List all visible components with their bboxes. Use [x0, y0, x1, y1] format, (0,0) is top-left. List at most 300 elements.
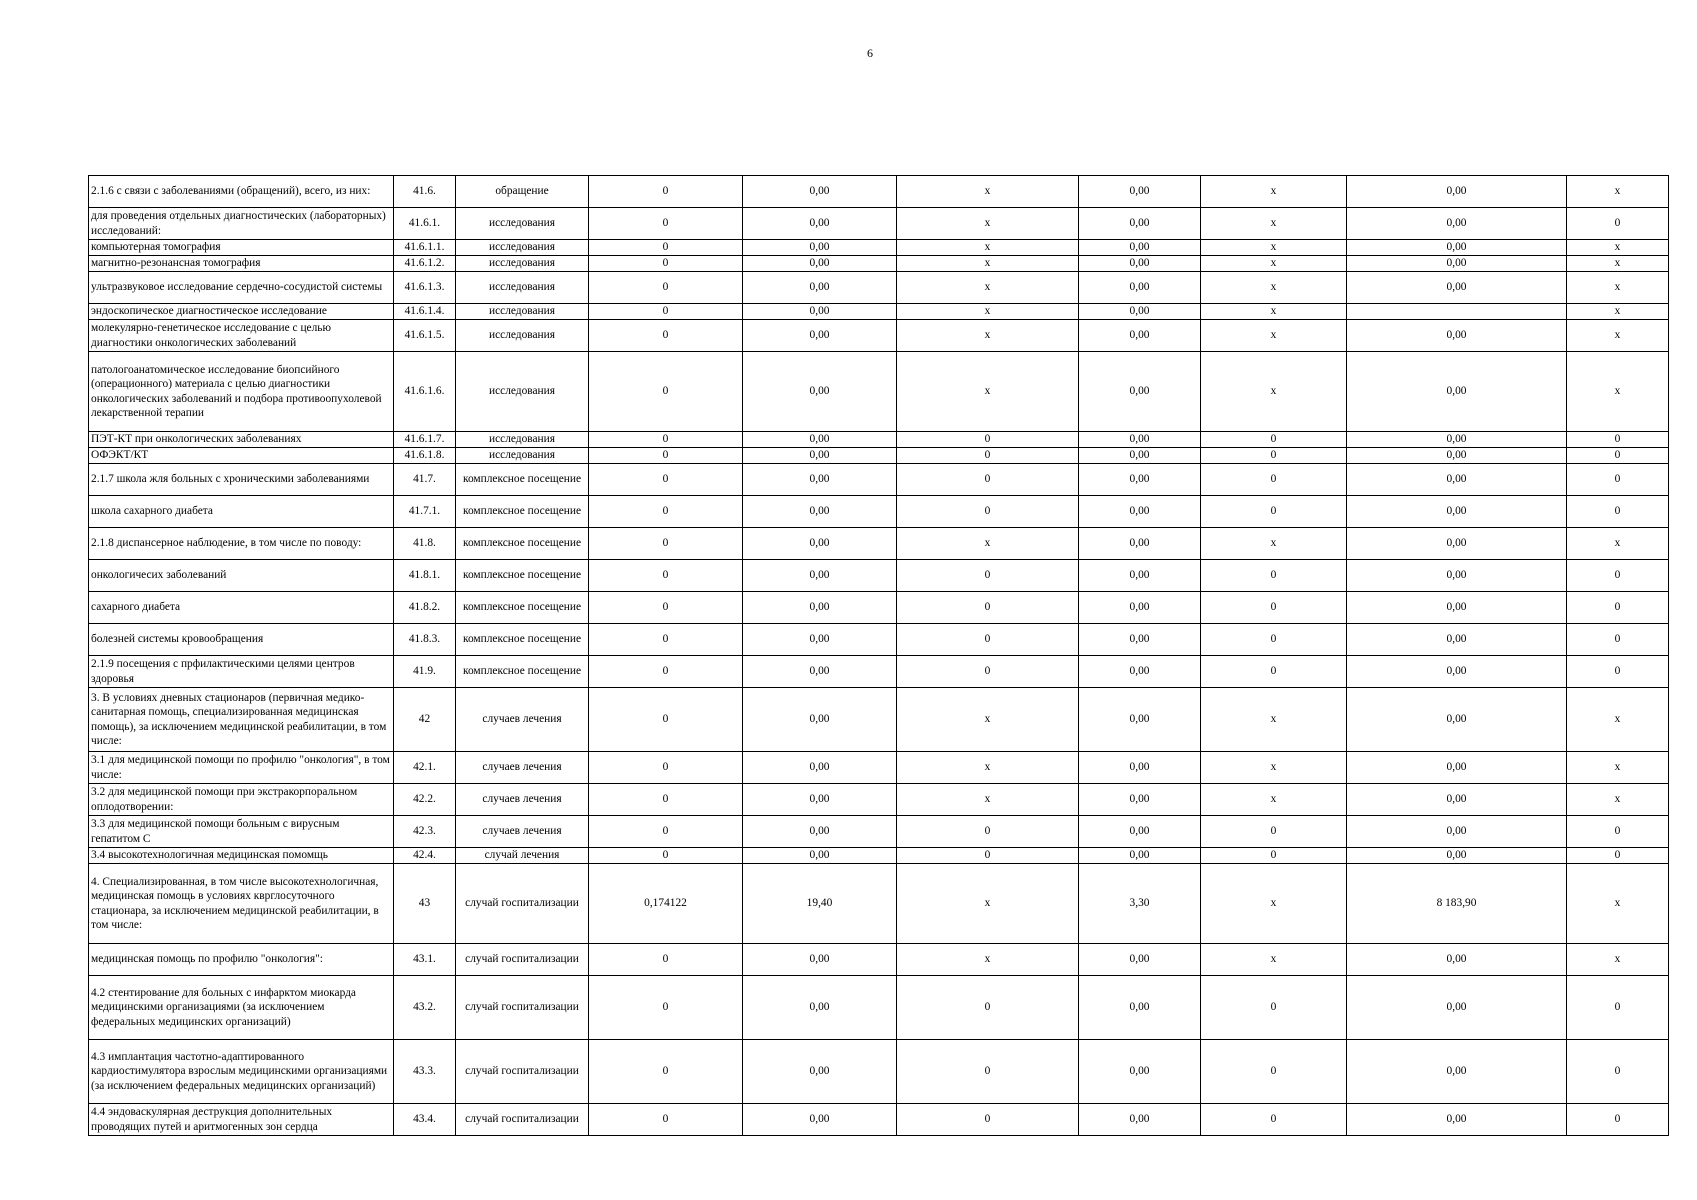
- table-row: [89, 592, 1669, 624]
- row-value-6-cell: 0,00: [1347, 848, 1567, 864]
- row-value-2-cell: 0,00: [743, 528, 897, 560]
- row-value-5-cell: 0: [1201, 848, 1347, 864]
- row-name-cell: онкологичесих заболеваний: [89, 560, 394, 592]
- row-name-cell: ПЭТ-КТ при онкологических заболеваниях: [89, 432, 394, 448]
- row-value-4-cell: 0,00: [1079, 656, 1201, 688]
- row-value-4-cell: 0,00: [1079, 304, 1201, 320]
- row-name-cell: школа сахарного диабета: [89, 496, 394, 528]
- row-value-4-cell: 0,00: [1079, 1040, 1201, 1104]
- row-name-cell: 2.1.6 с связи с заболеваниями (обращений), всего, из них:: [89, 176, 394, 208]
- row-value-7-cell: x: [1567, 304, 1669, 320]
- row-code-cell: 41.6.1.6.: [394, 352, 456, 432]
- row-value-5-cell: 0: [1201, 592, 1347, 624]
- row-unit-cell: комплексное посещение: [456, 592, 589, 624]
- table-row: [89, 1040, 1669, 1104]
- row-value-5-cell: 0: [1201, 448, 1347, 464]
- row-name-cell: 2.1.8 диспансерное наблюдение, в том числе по поводу:: [89, 528, 394, 560]
- row-value-6-cell: 0,00: [1347, 256, 1567, 272]
- row-value-7-cell: 0: [1567, 1040, 1669, 1104]
- row-value-2-cell: 0,00: [743, 1104, 897, 1136]
- row-value-4-cell: 0,00: [1079, 624, 1201, 656]
- row-value-1-cell: 0: [589, 448, 743, 464]
- row-value-7-cell: 0: [1567, 624, 1669, 656]
- row-unit-cell: исследования: [456, 304, 589, 320]
- table-row: [89, 432, 1669, 448]
- row-unit-cell: случаев лечения: [456, 752, 589, 784]
- row-value-3-cell: 0: [897, 624, 1079, 656]
- row-value-1-cell: 0: [589, 352, 743, 432]
- row-value-6-cell: 0,00: [1347, 240, 1567, 256]
- row-name-cell: молекулярно-генетическое исследование с целью диагностики онкологических заболеваний: [89, 320, 394, 352]
- row-value-1-cell: 0: [589, 816, 743, 848]
- row-code-cell: 41.9.: [394, 656, 456, 688]
- row-value-2-cell: 0,00: [743, 624, 897, 656]
- row-name-cell: 3.4 высокотехнологичная медицинская помомщь: [89, 848, 394, 864]
- table-row: [89, 208, 1669, 240]
- row-value-5-cell: 0: [1201, 560, 1347, 592]
- row-code-cell: 42: [394, 688, 456, 752]
- row-code-cell: 43.1.: [394, 944, 456, 976]
- row-value-5-cell: 0: [1201, 1040, 1347, 1104]
- row-value-6-cell: 0,00: [1347, 624, 1567, 656]
- row-value-4-cell: 0,00: [1079, 272, 1201, 304]
- row-name-cell: для проведения отдельных диагностических (лабораторных) исследований:: [89, 208, 394, 240]
- row-value-3-cell: x: [897, 320, 1079, 352]
- row-value-6-cell: 0,00: [1347, 976, 1567, 1040]
- row-value-4-cell: 0,00: [1079, 560, 1201, 592]
- row-value-2-cell: 0,00: [743, 592, 897, 624]
- row-value-5-cell: x: [1201, 176, 1347, 208]
- row-value-1-cell: 0: [589, 624, 743, 656]
- row-value-5-cell: x: [1201, 864, 1347, 944]
- row-unit-cell: случай госпитализации: [456, 976, 589, 1040]
- row-name-cell: магнитно-резонансная томография: [89, 256, 394, 272]
- table-row: [89, 816, 1669, 848]
- table-row: [89, 176, 1669, 208]
- row-value-2-cell: 0,00: [743, 208, 897, 240]
- row-value-1-cell: 0: [589, 976, 743, 1040]
- row-value-5-cell: x: [1201, 256, 1347, 272]
- row-value-4-cell: 0,00: [1079, 848, 1201, 864]
- row-value-3-cell: 0: [897, 432, 1079, 448]
- table-row: [89, 976, 1669, 1040]
- row-code-cell: 41.6.1.7.: [394, 432, 456, 448]
- row-unit-cell: исследования: [456, 208, 589, 240]
- row-value-3-cell: 0: [897, 656, 1079, 688]
- row-value-2-cell: 0,00: [743, 496, 897, 528]
- row-value-2-cell: 0,00: [743, 784, 897, 816]
- row-value-7-cell: x: [1567, 944, 1669, 976]
- row-value-2-cell: 0,00: [743, 464, 897, 496]
- row-value-3-cell: x: [897, 752, 1079, 784]
- row-value-3-cell: 0: [897, 1040, 1079, 1104]
- row-value-6-cell: 0,00: [1347, 176, 1567, 208]
- row-name-cell: компьютерная томография: [89, 240, 394, 256]
- row-value-6-cell: [1347, 304, 1567, 320]
- row-value-1-cell: 0: [589, 528, 743, 560]
- row-value-6-cell: 0,00: [1347, 464, 1567, 496]
- row-value-1-cell: 0: [589, 848, 743, 864]
- row-value-3-cell: 0: [897, 976, 1079, 1040]
- row-value-6-cell: 0,00: [1347, 496, 1567, 528]
- row-value-3-cell: 0: [897, 816, 1079, 848]
- row-value-6-cell: 0,00: [1347, 752, 1567, 784]
- norms-table: [88, 175, 1669, 1136]
- row-value-3-cell: x: [897, 688, 1079, 752]
- row-value-7-cell: 0: [1567, 848, 1669, 864]
- row-name-cell: патологоанатомическое исследование биопсийного (операционного) материала с целью диагностики онкологических заболеваний и подбора противоопухолевой лекарственной терапии: [89, 352, 394, 432]
- row-value-7-cell: 0: [1567, 1104, 1669, 1136]
- row-code-cell: 41.6.1.1.: [394, 240, 456, 256]
- table-row: [89, 1104, 1669, 1136]
- row-unit-cell: исследования: [456, 352, 589, 432]
- row-code-cell: 41.7.1.: [394, 496, 456, 528]
- row-value-7-cell: x: [1567, 272, 1669, 304]
- row-name-cell: эндоскопическое диагностическое исследование: [89, 304, 394, 320]
- table-row: [89, 560, 1669, 592]
- row-unit-cell: исследования: [456, 448, 589, 464]
- row-code-cell: 41.6.1.5.: [394, 320, 456, 352]
- row-unit-cell: комплексное посещение: [456, 624, 589, 656]
- table-row: [89, 240, 1669, 256]
- row-unit-cell: исследования: [456, 432, 589, 448]
- row-value-6-cell: 0,00: [1347, 816, 1567, 848]
- row-value-4-cell: 0,00: [1079, 944, 1201, 976]
- row-value-2-cell: 0,00: [743, 944, 897, 976]
- table-row: [89, 944, 1669, 976]
- table-row: [89, 656, 1669, 688]
- row-value-5-cell: x: [1201, 528, 1347, 560]
- row-value-7-cell: x: [1567, 752, 1669, 784]
- row-code-cell: 43: [394, 864, 456, 944]
- row-unit-cell: исследования: [456, 240, 589, 256]
- row-value-2-cell: 0,00: [743, 816, 897, 848]
- page-number: 6: [867, 46, 873, 60]
- row-value-4-cell: 0,00: [1079, 592, 1201, 624]
- row-value-4-cell: 0,00: [1079, 256, 1201, 272]
- row-unit-cell: случай госпитализации: [456, 1040, 589, 1104]
- row-value-6-cell: 0,00: [1347, 1040, 1567, 1104]
- row-unit-cell: исследования: [456, 256, 589, 272]
- row-value-3-cell: x: [897, 176, 1079, 208]
- row-name-cell: 2.1.7 школа жля больных с хроническими заболеваниями: [89, 464, 394, 496]
- row-value-7-cell: x: [1567, 784, 1669, 816]
- row-value-4-cell: 0,00: [1079, 240, 1201, 256]
- row-unit-cell: случай госпитализации: [456, 1104, 589, 1136]
- row-value-1-cell: 0: [589, 208, 743, 240]
- row-value-6-cell: 0,00: [1347, 944, 1567, 976]
- row-value-6-cell: 0,00: [1347, 560, 1567, 592]
- row-value-4-cell: 0,00: [1079, 976, 1201, 1040]
- row-value-1-cell: 0: [589, 656, 743, 688]
- row-code-cell: 41.8.1.: [394, 560, 456, 592]
- table-row: [89, 304, 1669, 320]
- row-value-5-cell: 0: [1201, 976, 1347, 1040]
- row-code-cell: 43.3.: [394, 1040, 456, 1104]
- row-value-2-cell: 0,00: [743, 176, 897, 208]
- row-value-2-cell: 0,00: [743, 320, 897, 352]
- row-value-2-cell: 0,00: [743, 1040, 897, 1104]
- table-body: [89, 176, 1669, 1136]
- row-value-1-cell: 0: [589, 240, 743, 256]
- row-value-4-cell: 0,00: [1079, 352, 1201, 432]
- row-value-5-cell: 0: [1201, 816, 1347, 848]
- row-value-6-cell: 8 183,90: [1347, 864, 1567, 944]
- row-value-2-cell: 0,00: [743, 256, 897, 272]
- row-value-7-cell: 0: [1567, 560, 1669, 592]
- row-value-2-cell: 0,00: [743, 656, 897, 688]
- row-value-7-cell: x: [1567, 176, 1669, 208]
- row-unit-cell: исследования: [456, 272, 589, 304]
- row-value-2-cell: 0,00: [743, 432, 897, 448]
- row-value-7-cell: x: [1567, 320, 1669, 352]
- row-value-1-cell: 0: [589, 496, 743, 528]
- row-code-cell: 41.7.: [394, 464, 456, 496]
- row-value-3-cell: x: [897, 944, 1079, 976]
- row-unit-cell: исследования: [456, 320, 589, 352]
- row-value-7-cell: 0: [1567, 496, 1669, 528]
- row-value-6-cell: 0,00: [1347, 352, 1567, 432]
- row-value-6-cell: 0,00: [1347, 320, 1567, 352]
- row-value-6-cell: 0,00: [1347, 432, 1567, 448]
- row-unit-cell: комплексное посещение: [456, 464, 589, 496]
- table-row: [89, 448, 1669, 464]
- row-value-7-cell: x: [1567, 256, 1669, 272]
- table-row: [89, 272, 1669, 304]
- row-value-1-cell: 0: [589, 688, 743, 752]
- row-name-cell: 2.1.9 посещения с прфилактическими целями центров здоровья: [89, 656, 394, 688]
- row-unit-cell: комплексное посещение: [456, 496, 589, 528]
- table-row: [89, 256, 1669, 272]
- row-value-5-cell: x: [1201, 944, 1347, 976]
- row-unit-cell: случай госпитализации: [456, 944, 589, 976]
- row-unit-cell: комплексное посещение: [456, 528, 589, 560]
- row-value-6-cell: 0,00: [1347, 688, 1567, 752]
- row-value-6-cell: 0,00: [1347, 1104, 1567, 1136]
- row-value-5-cell: x: [1201, 352, 1347, 432]
- row-value-1-cell: 0: [589, 944, 743, 976]
- row-value-4-cell: 0,00: [1079, 320, 1201, 352]
- row-value-2-cell: 0,00: [743, 688, 897, 752]
- row-value-5-cell: x: [1201, 688, 1347, 752]
- row-name-cell: 4. Специализированная, в том числе высокотехнологичная, медицинская помощь в условиях кврглосуточного стационара, за исключением медицинской реабилитации, в том числе:: [89, 864, 394, 944]
- row-value-4-cell: 0,00: [1079, 688, 1201, 752]
- row-code-cell: 41.6.1.3.: [394, 272, 456, 304]
- row-value-1-cell: 0: [589, 592, 743, 624]
- row-value-5-cell: 0: [1201, 464, 1347, 496]
- row-name-cell: медицинская помощь по профилю "онкология":: [89, 944, 394, 976]
- table-row: [89, 688, 1669, 752]
- row-value-3-cell: 0: [897, 464, 1079, 496]
- table-row: [89, 496, 1669, 528]
- row-value-7-cell: 0: [1567, 656, 1669, 688]
- row-value-1-cell: 0: [589, 272, 743, 304]
- row-code-cell: 41.6.1.4.: [394, 304, 456, 320]
- row-value-3-cell: x: [897, 256, 1079, 272]
- row-code-cell: 41.8.2.: [394, 592, 456, 624]
- row-unit-cell: случаев лечения: [456, 816, 589, 848]
- table-row: [89, 864, 1669, 944]
- row-value-1-cell: 0: [589, 432, 743, 448]
- row-value-7-cell: 0: [1567, 976, 1669, 1040]
- row-unit-cell: комплексное посещение: [456, 656, 589, 688]
- row-value-4-cell: 0,00: [1079, 496, 1201, 528]
- row-code-cell: 41.8.3.: [394, 624, 456, 656]
- row-value-6-cell: 0,00: [1347, 208, 1567, 240]
- row-value-6-cell: 0,00: [1347, 528, 1567, 560]
- row-value-3-cell: x: [897, 352, 1079, 432]
- row-value-5-cell: x: [1201, 272, 1347, 304]
- table-row: [89, 352, 1669, 432]
- row-value-1-cell: 0: [589, 752, 743, 784]
- table-row: [89, 320, 1669, 352]
- row-value-2-cell: 0,00: [743, 304, 897, 320]
- row-value-4-cell: 0,00: [1079, 432, 1201, 448]
- row-value-1-cell: 0: [589, 176, 743, 208]
- row-value-2-cell: 0,00: [743, 976, 897, 1040]
- row-value-7-cell: 0: [1567, 448, 1669, 464]
- row-name-cell: 3.2 для медицинской помощи при экстракорпоральном оплодотворении:: [89, 784, 394, 816]
- row-value-4-cell: 0,00: [1079, 208, 1201, 240]
- row-unit-cell: случай лечения: [456, 848, 589, 864]
- row-value-2-cell: 0,00: [743, 848, 897, 864]
- row-value-5-cell: 0: [1201, 496, 1347, 528]
- row-value-7-cell: 0: [1567, 592, 1669, 624]
- row-value-4-cell: 3,30: [1079, 864, 1201, 944]
- table-row: [89, 464, 1669, 496]
- row-value-4-cell: 0,00: [1079, 1104, 1201, 1136]
- row-code-cell: 42.2.: [394, 784, 456, 816]
- row-value-4-cell: 0,00: [1079, 816, 1201, 848]
- row-value-5-cell: 0: [1201, 624, 1347, 656]
- table-row: [89, 784, 1669, 816]
- table-row: [89, 528, 1669, 560]
- row-code-cell: 42.3.: [394, 816, 456, 848]
- row-value-7-cell: x: [1567, 352, 1669, 432]
- row-value-5-cell: 0: [1201, 432, 1347, 448]
- row-value-7-cell: x: [1567, 528, 1669, 560]
- row-value-2-cell: 19,40: [743, 864, 897, 944]
- row-code-cell: 41.6.: [394, 176, 456, 208]
- row-value-1-cell: 0: [589, 464, 743, 496]
- row-value-4-cell: 0,00: [1079, 176, 1201, 208]
- row-unit-cell: комплексное посещение: [456, 560, 589, 592]
- table-row: [89, 752, 1669, 784]
- row-value-7-cell: x: [1567, 240, 1669, 256]
- row-value-4-cell: 0,00: [1079, 448, 1201, 464]
- row-value-3-cell: x: [897, 272, 1079, 304]
- row-value-7-cell: 0: [1567, 208, 1669, 240]
- row-value-2-cell: 0,00: [743, 448, 897, 464]
- row-value-5-cell: x: [1201, 240, 1347, 256]
- row-value-1-cell: 0,174122: [589, 864, 743, 944]
- row-name-cell: 4.2 стентирование для больных с инфарктом миокарда медицинскими организациями (за исключением федеральных медицинских организаций): [89, 976, 394, 1040]
- row-value-3-cell: x: [897, 208, 1079, 240]
- row-value-3-cell: 0: [897, 848, 1079, 864]
- table-row: [89, 848, 1669, 864]
- row-value-3-cell: x: [897, 528, 1079, 560]
- row-value-7-cell: x: [1567, 688, 1669, 752]
- row-value-2-cell: 0,00: [743, 240, 897, 256]
- row-unit-cell: обращение: [456, 176, 589, 208]
- row-value-1-cell: 0: [589, 784, 743, 816]
- row-value-2-cell: 0,00: [743, 352, 897, 432]
- row-value-7-cell: x: [1567, 864, 1669, 944]
- row-value-5-cell: x: [1201, 784, 1347, 816]
- row-name-cell: болезней системы кровообращения: [89, 624, 394, 656]
- row-code-cell: 41.6.1.8.: [394, 448, 456, 464]
- row-value-5-cell: x: [1201, 208, 1347, 240]
- row-value-2-cell: 0,00: [743, 752, 897, 784]
- row-value-1-cell: 0: [589, 256, 743, 272]
- row-name-cell: 3.3 для медицинской помощи больным с вирусным гепатитом С: [89, 816, 394, 848]
- row-value-3-cell: 0: [897, 592, 1079, 624]
- row-value-1-cell: 0: [589, 1040, 743, 1104]
- row-value-2-cell: 0,00: [743, 272, 897, 304]
- row-value-3-cell: 0: [897, 496, 1079, 528]
- row-value-7-cell: 0: [1567, 432, 1669, 448]
- row-unit-cell: случаев лечения: [456, 784, 589, 816]
- row-value-3-cell: x: [897, 240, 1079, 256]
- row-name-cell: 4.4 эндоваскулярная деструкция дополнительных проводящих путей и аритмогенных зон сердца: [89, 1104, 394, 1136]
- row-value-4-cell: 0,00: [1079, 528, 1201, 560]
- row-value-1-cell: 0: [589, 320, 743, 352]
- row-value-3-cell: 0: [897, 560, 1079, 592]
- row-value-3-cell: x: [897, 784, 1079, 816]
- row-value-6-cell: 0,00: [1347, 784, 1567, 816]
- row-value-5-cell: 0: [1201, 656, 1347, 688]
- row-value-6-cell: 0,00: [1347, 592, 1567, 624]
- row-value-5-cell: x: [1201, 304, 1347, 320]
- row-value-4-cell: 0,00: [1079, 752, 1201, 784]
- row-unit-cell: случаев лечения: [456, 688, 589, 752]
- row-code-cell: 41.6.1.: [394, 208, 456, 240]
- row-code-cell: 42.1.: [394, 752, 456, 784]
- row-code-cell: 43.4.: [394, 1104, 456, 1136]
- row-code-cell: 43.2.: [394, 976, 456, 1040]
- row-value-4-cell: 0,00: [1079, 784, 1201, 816]
- row-value-6-cell: 0,00: [1347, 272, 1567, 304]
- row-name-cell: ультразвуковое исследование сердечно-сосудистой системы: [89, 272, 394, 304]
- row-code-cell: 41.8.: [394, 528, 456, 560]
- row-value-6-cell: 0,00: [1347, 656, 1567, 688]
- row-value-1-cell: 0: [589, 1104, 743, 1136]
- row-value-3-cell: x: [897, 304, 1079, 320]
- row-code-cell: 42.4.: [394, 848, 456, 864]
- row-value-5-cell: x: [1201, 752, 1347, 784]
- row-value-7-cell: 0: [1567, 464, 1669, 496]
- row-name-cell: 4.3 имплантация частотно-адаптированного кардиостимулятора взрослым медицинскими организациями (за исключением федеральных медицинских организаций): [89, 1040, 394, 1104]
- row-name-cell: сахарного диабета: [89, 592, 394, 624]
- row-value-1-cell: 0: [589, 560, 743, 592]
- row-value-2-cell: 0,00: [743, 560, 897, 592]
- row-name-cell: ОФЭКТ/КТ: [89, 448, 394, 464]
- row-value-3-cell: x: [897, 864, 1079, 944]
- row-code-cell: 41.6.1.2.: [394, 256, 456, 272]
- row-value-3-cell: 0: [897, 1104, 1079, 1136]
- row-value-6-cell: 0,00: [1347, 448, 1567, 464]
- row-value-3-cell: 0: [897, 448, 1079, 464]
- row-value-4-cell: 0,00: [1079, 464, 1201, 496]
- row-value-5-cell: 0: [1201, 1104, 1347, 1136]
- row-value-7-cell: 0: [1567, 816, 1669, 848]
- row-unit-cell: случай госпитализации: [456, 864, 589, 944]
- row-name-cell: 3. В условиях дневных стационаров (первичная медико-санитарная помощь, специализированная медицинская помощь), за исключением медицинской реабилитации, в том числе:: [89, 688, 394, 752]
- row-name-cell: 3.1 для медицинской помощи по профилю "онкология", в том числе:: [89, 752, 394, 784]
- table-row: [89, 624, 1669, 656]
- row-value-1-cell: 0: [589, 304, 743, 320]
- row-value-5-cell: x: [1201, 320, 1347, 352]
